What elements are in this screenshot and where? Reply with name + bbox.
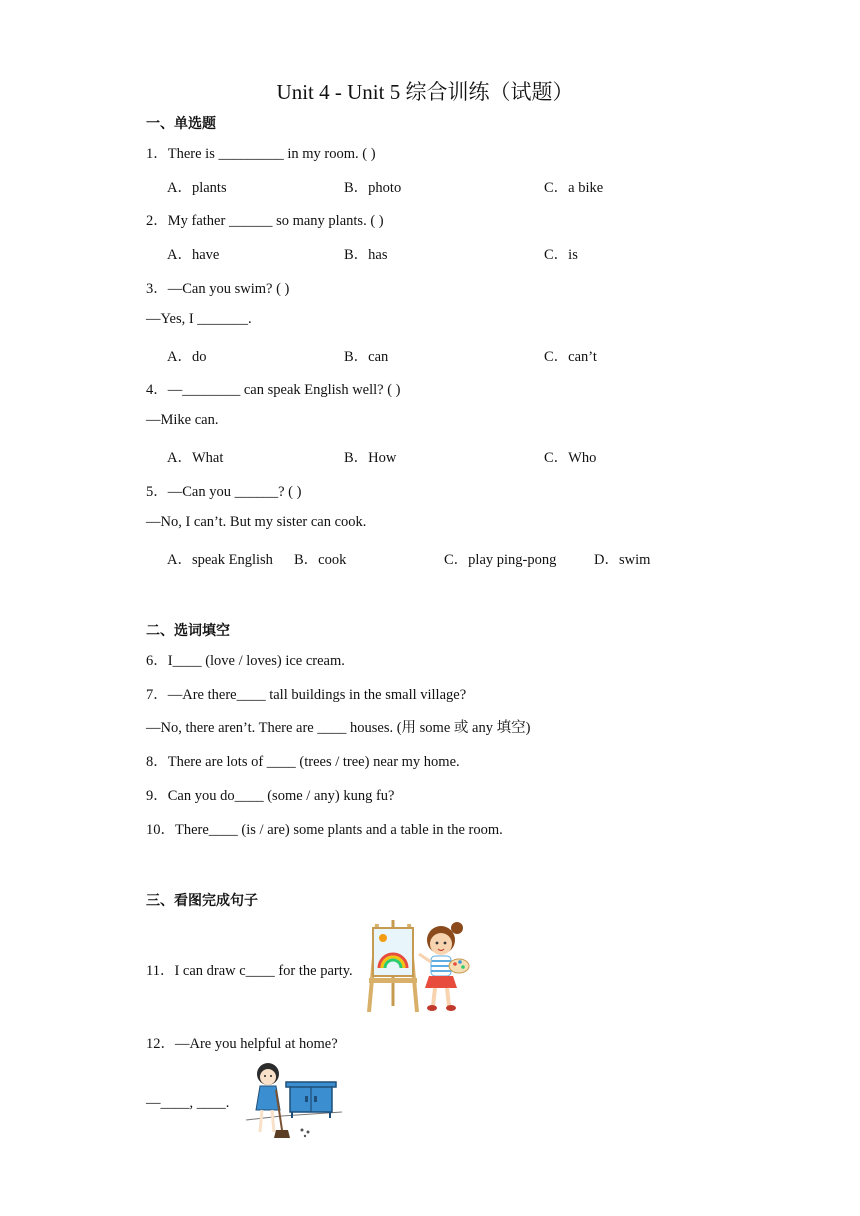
section-heading-single-choice: 一、单选题 — [146, 116, 216, 132]
question-4: 4．—________ can speak English well? ( ) — [146, 382, 401, 398]
question-10: 10．There____ (is / are) some plants and a table in the room. — [146, 822, 503, 838]
option-1b: B．photo — [344, 180, 402, 196]
option-2b: B．has — [344, 247, 388, 263]
worksheet-title: Unit 4 - Unit 5 综合训练（试题） — [276, 80, 574, 104]
option-5a: A．speak English — [167, 552, 273, 568]
girl-sweeping-illustration — [242, 1060, 348, 1142]
question-3: 3．—Can you swim? ( ) — [146, 281, 290, 297]
option-2c: C．is — [544, 247, 578, 263]
option-3c: C．can’t — [544, 349, 597, 365]
question-2: 2．My father ______ so many plants. ( ) — [146, 213, 384, 229]
section-heading-picture-sentences: 三、看图完成句子 — [146, 893, 258, 909]
question-12: 12．—Are you helpful at home? — [146, 1036, 338, 1052]
option-1c: C．a bike — [544, 180, 604, 196]
question-7: 7．—Are there____ tall buildings in the small village? — [146, 687, 467, 703]
option-4a: A．What — [167, 450, 224, 466]
option-1a: A．plants — [167, 180, 227, 196]
question-11: 11．I can draw c____ for the party. — [146, 963, 353, 979]
option-5b: B．cook — [294, 552, 347, 568]
option-5c: C．play ping-pong — [444, 552, 557, 568]
option-4b: B．How — [344, 450, 397, 466]
question-5-reply: —No, I can’t. But my sister can cook. — [146, 514, 367, 530]
question-7-reply: —No, there aren’t. There are ____ houses. (用 some 或 any 填空) — [146, 720, 531, 736]
question-9: 9．Can you do____ (some / any) kung fu? — [146, 788, 395, 804]
girl-painting-illustration — [363, 914, 471, 1014]
option-4c: C．Who — [544, 450, 597, 466]
option-5d: D．swim — [594, 552, 651, 568]
option-2a: A．have — [167, 247, 220, 263]
question-1: 1．There is _________ in my room. ( ) — [146, 146, 376, 162]
section-heading-word-fill: 二、选词填空 — [146, 623, 230, 639]
question-5: 5．—Can you ______? ( ) — [146, 484, 302, 500]
question-4-reply: —Mike can. — [146, 412, 219, 428]
question-8: 8．There are lots of ____ (trees / tree) near my home. — [146, 754, 460, 770]
option-3b: B．can — [344, 349, 389, 365]
question-6: 6．I____ (love / loves) ice cream. — [146, 653, 345, 669]
question-12-reply: —____, ____. — [146, 1095, 230, 1111]
question-3-reply: —Yes, I _______. — [146, 311, 252, 327]
option-3a: A．do — [167, 349, 207, 365]
